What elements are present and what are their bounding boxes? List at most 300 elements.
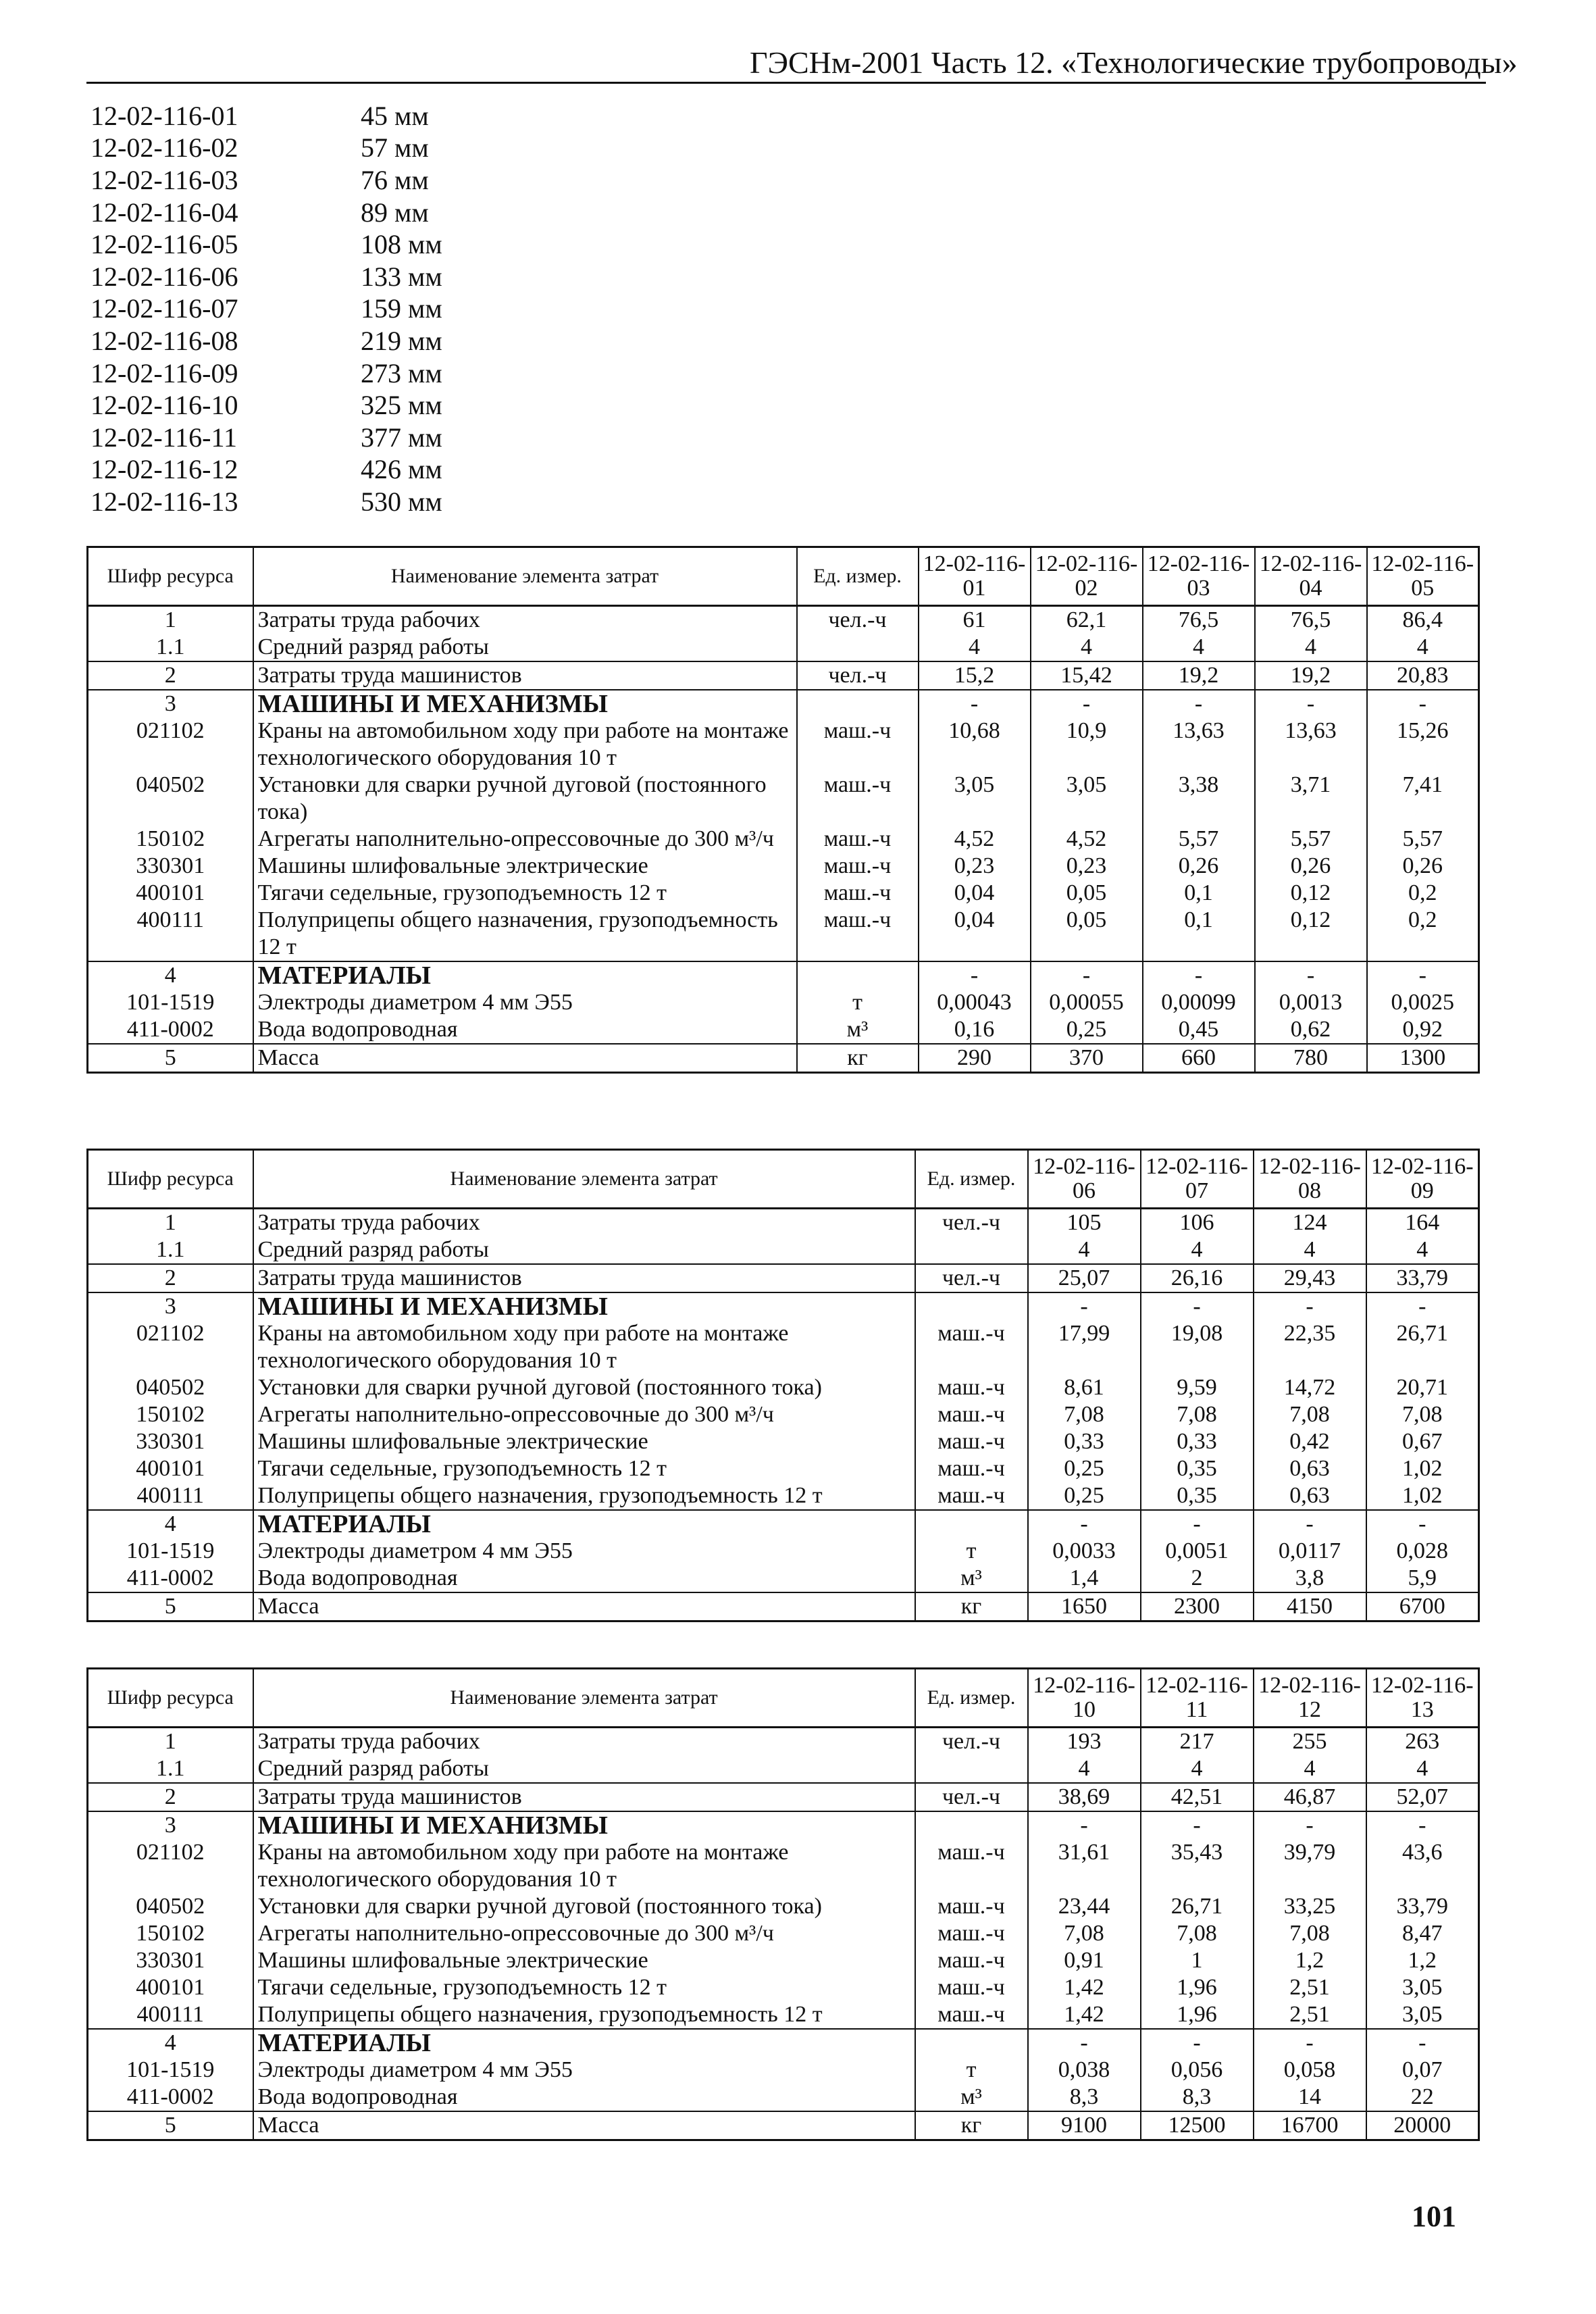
unit-of-measure — [915, 1236, 1028, 1264]
value-cell: 76,5 — [1143, 606, 1255, 634]
unit-of-measure: чел.-ч — [915, 1209, 1028, 1237]
value-cell: 4 — [1141, 1236, 1254, 1264]
norm-code: 12-02-116-13 — [91, 486, 238, 517]
value-cell: 86,4 — [1367, 606, 1479, 634]
resource-code: 411-0002 — [88, 1016, 253, 1044]
value-cell: 61 — [919, 606, 1031, 634]
resource-code: 3 — [88, 1292, 253, 1320]
value-cell: 0,23 — [1031, 853, 1143, 880]
code-list-item — [91, 422, 563, 454]
value-cell: 13,63 — [1143, 718, 1255, 772]
value-cell: 15,2 — [919, 661, 1031, 690]
table-row — [88, 2111, 1479, 2140]
value-cell: 19,2 — [1143, 661, 1255, 690]
code-list-item — [91, 164, 563, 197]
header-norm-code: 12-02-116-11 — [1141, 1669, 1254, 1728]
norm-code: 12-02-116-04 — [91, 197, 238, 228]
value-cell: 15,42 — [1031, 661, 1143, 690]
value-cell: 8,61 — [1028, 1374, 1141, 1401]
header-norm-code: 12-02-116-10 — [1028, 1669, 1141, 1728]
value-cell: 2 — [1141, 1565, 1254, 1592]
norm-code-list — [91, 100, 563, 518]
value-cell: - — [1367, 961, 1479, 989]
resource-code: 150102 — [88, 1920, 253, 1947]
unit-of-measure — [915, 1292, 1028, 1320]
table-row — [88, 1209, 1479, 1237]
unit-of-measure: м³ — [797, 1016, 919, 1044]
element-name: Вода водопроводная — [253, 2084, 915, 2111]
header-resource-code: Шифр ресурса — [88, 1669, 253, 1728]
unit-of-measure: маш.-ч — [797, 772, 919, 826]
value-cell: 4 — [1141, 1755, 1254, 1783]
value-cell: 8,47 — [1366, 1920, 1479, 1947]
unit-of-measure: маш.-ч — [915, 1401, 1028, 1428]
table-row — [88, 1920, 1479, 1947]
pipe-diameter: 45 мм — [361, 100, 429, 131]
value-cell: 20000 — [1366, 2111, 1479, 2140]
value-cell: 0,05 — [1031, 907, 1143, 961]
value-cell: 3,38 — [1143, 772, 1255, 826]
header-norm-code: 12-02-116-06 — [1028, 1150, 1141, 1209]
table-row — [88, 1374, 1479, 1401]
value-cell: - — [919, 961, 1031, 989]
value-cell: 0,04 — [919, 907, 1031, 961]
value-cell: 0,91 — [1028, 1947, 1141, 1974]
element-name: Затраты труда рабочих — [253, 606, 797, 634]
code-list-item — [91, 228, 563, 261]
unit-of-measure — [797, 634, 919, 661]
norm-code: 12-02-116-03 — [91, 164, 238, 195]
norm-code: 12-02-116-01 — [91, 100, 238, 131]
value-cell: 0,35 — [1141, 1455, 1254, 1482]
value-cell: 0,1 — [1143, 880, 1255, 907]
header-norm-code: 12-02-116-07 — [1141, 1150, 1254, 1209]
table-row — [88, 1839, 1479, 1893]
value-cell: 0,0033 — [1028, 1538, 1141, 1565]
unit-of-measure: маш.-ч — [915, 1893, 1028, 1920]
norm-code: 12-02-116-05 — [91, 229, 238, 260]
value-cell: 19,08 — [1141, 1320, 1254, 1374]
table-header-row — [88, 1669, 1479, 1728]
resource-code: 021102 — [88, 1839, 253, 1893]
resource-code: 400111 — [88, 1482, 253, 1510]
value-cell: 22 — [1366, 2084, 1479, 2111]
unit-of-measure: маш.-ч — [797, 907, 919, 961]
element-name: Затраты труда машинистов — [253, 1264, 915, 1292]
value-cell: 7,08 — [1141, 1920, 1254, 1947]
code-list-item — [91, 197, 563, 229]
code-list-item — [91, 132, 563, 165]
value-cell: - — [1255, 961, 1367, 989]
resource-code: 1.1 — [88, 634, 253, 661]
unit-of-measure: маш.-ч — [915, 1428, 1028, 1455]
table-row — [88, 718, 1479, 772]
unit-of-measure: маш.-ч — [797, 826, 919, 853]
page-header-title: ГЭСНм-2001 Часть 12. «Технологические трубопроводы» — [750, 45, 1518, 80]
table-header-row — [88, 1150, 1479, 1209]
table-row — [88, 1728, 1479, 1756]
element-name: МАШИНЫ И МЕХАНИЗМЫ — [253, 1811, 915, 1839]
resource-code: 1 — [88, 1728, 253, 1756]
value-cell: 38,69 — [1028, 1783, 1141, 1811]
header-resource-code: Шифр ресурса — [88, 1150, 253, 1209]
unit-of-measure: чел.-ч — [915, 1728, 1028, 1756]
value-cell: - — [1366, 1292, 1479, 1320]
value-cell: - — [1141, 1510, 1254, 1538]
unit-of-measure: маш.-ч — [915, 1374, 1028, 1401]
header-unit: Ед. измер. — [915, 1150, 1028, 1209]
value-cell: 0,04 — [919, 880, 1031, 907]
value-cell: 0,26 — [1143, 853, 1255, 880]
code-list-item — [91, 389, 563, 422]
table-row — [88, 1044, 1479, 1073]
element-name: Тягачи седельные, грузоподъемность 12 т — [253, 1455, 915, 1482]
unit-of-measure: маш.-ч — [797, 853, 919, 880]
table-row — [88, 989, 1479, 1016]
value-cell: 5,57 — [1255, 826, 1367, 853]
norm-code: 12-02-116-10 — [91, 390, 238, 421]
value-cell: 0,25 — [1028, 1455, 1141, 1482]
code-list-item — [91, 261, 563, 293]
value-cell: - — [1367, 690, 1479, 718]
value-cell: 0,23 — [919, 853, 1031, 880]
resource-code: 101-1519 — [88, 989, 253, 1016]
value-cell: 4,52 — [1031, 826, 1143, 853]
resource-code: 3 — [88, 690, 253, 718]
table-row — [88, 1482, 1479, 1510]
unit-of-measure: т — [915, 1538, 1028, 1565]
value-cell: - — [1141, 2029, 1254, 2057]
value-cell: 1,96 — [1141, 1974, 1254, 2001]
value-cell: 9100 — [1028, 2111, 1141, 2140]
value-cell: 0,92 — [1367, 1016, 1479, 1044]
value-cell: 4 — [1254, 1755, 1366, 1783]
unit-of-measure: маш.-ч — [915, 1839, 1028, 1893]
element-name: Полуприцепы общего назначения, грузоподъемность 12 т — [253, 907, 797, 961]
value-cell: 76,5 — [1255, 606, 1367, 634]
table-row — [88, 826, 1479, 853]
value-cell: 12500 — [1141, 2111, 1254, 2140]
value-cell: 0,2 — [1367, 907, 1479, 961]
value-cell: 0,26 — [1367, 853, 1479, 880]
resource-table-2 — [86, 1149, 1480, 1622]
table-row — [88, 961, 1479, 989]
resource-table-3 — [86, 1667, 1480, 2141]
element-name: Масса — [253, 2111, 915, 2140]
element-name: Средний разряд работы — [253, 634, 797, 661]
element-name: Машины шлифовальные электрические — [253, 1947, 915, 1974]
value-cell: 14 — [1254, 2084, 1366, 2111]
value-cell: 20,83 — [1367, 661, 1479, 690]
value-cell: 0,0117 — [1254, 1538, 1366, 1565]
header-norm-code: 12-02-116-02 — [1031, 547, 1143, 606]
pipe-diameter: 133 мм — [361, 261, 442, 292]
element-name: Масса — [253, 1592, 915, 1621]
value-cell: 2,51 — [1254, 1974, 1366, 2001]
element-name: Тягачи седельные, грузоподъемность 12 т — [253, 880, 797, 907]
value-cell: 16700 — [1254, 2111, 1366, 2140]
table-row — [88, 690, 1479, 718]
value-cell: 26,71 — [1366, 1320, 1479, 1374]
value-cell: 8,3 — [1028, 2084, 1141, 2111]
resource-code: 040502 — [88, 1374, 253, 1401]
value-cell: - — [1366, 1510, 1479, 1538]
value-cell: 19,2 — [1255, 661, 1367, 690]
value-cell: - — [1031, 690, 1143, 718]
value-cell: 33,79 — [1366, 1264, 1479, 1292]
element-name: МАШИНЫ И МЕХАНИЗМЫ — [253, 1292, 915, 1320]
pipe-diameter: 108 мм — [361, 229, 442, 260]
value-cell: 4 — [919, 634, 1031, 661]
value-cell: 106 — [1141, 1209, 1254, 1237]
code-list-item — [91, 325, 563, 357]
element-name: МАТЕРИАЛЫ — [253, 961, 797, 989]
table-row — [88, 1236, 1479, 1264]
table-row — [88, 1811, 1479, 1839]
value-cell: 0,0051 — [1141, 1538, 1254, 1565]
value-cell: 23,44 — [1028, 1893, 1141, 1920]
resource-code: 330301 — [88, 1947, 253, 1974]
pipe-diameter: 159 мм — [361, 293, 442, 324]
table-row — [88, 1893, 1479, 1920]
element-name: МАТЕРИАЛЫ — [253, 1510, 915, 1538]
value-cell: 7,08 — [1141, 1401, 1254, 1428]
value-cell: - — [1028, 2029, 1141, 2057]
header-rule — [86, 82, 1486, 84]
value-cell: 7,08 — [1028, 1920, 1141, 1947]
pipe-diameter: 426 мм — [361, 454, 442, 485]
element-name: Машины шлифовальные электрические — [253, 1428, 915, 1455]
value-cell: 0,00099 — [1143, 989, 1255, 1016]
value-cell: 7,08 — [1028, 1401, 1141, 1428]
unit-of-measure: маш.-ч — [915, 1947, 1028, 1974]
value-cell: 0,63 — [1254, 1455, 1366, 1482]
value-cell: - — [1255, 690, 1367, 718]
header-norm-code: 12-02-116-01 — [919, 547, 1031, 606]
pipe-diameter: 219 мм — [361, 325, 442, 356]
element-name: Установки для сварки ручной дуговой (постоянного тока) — [253, 772, 797, 826]
value-cell: - — [1143, 961, 1255, 989]
unit-of-measure: чел.-ч — [797, 661, 919, 690]
value-cell: 10,68 — [919, 718, 1031, 772]
value-cell: 31,61 — [1028, 1839, 1141, 1893]
resource-code: 400101 — [88, 1974, 253, 2001]
value-cell: - — [1254, 2029, 1366, 2057]
pipe-diameter: 273 мм — [361, 357, 442, 388]
resource-code: 2 — [88, 661, 253, 690]
resource-code: 5 — [88, 1592, 253, 1621]
value-cell: 0,05 — [1031, 880, 1143, 907]
header-norm-code: 12-02-116-05 — [1367, 547, 1479, 606]
value-cell: 1,2 — [1366, 1947, 1479, 1974]
code-list-item — [91, 454, 563, 486]
value-cell: 1,96 — [1141, 2001, 1254, 2029]
value-cell: - — [1031, 961, 1143, 989]
resource-code: 400101 — [88, 880, 253, 907]
unit-of-measure — [915, 1510, 1028, 1538]
value-cell: 0,12 — [1255, 880, 1367, 907]
table-header-row — [88, 547, 1479, 606]
value-cell: 0,25 — [1031, 1016, 1143, 1044]
unit-of-measure: маш.-ч — [915, 1974, 1028, 2001]
resource-code: 400111 — [88, 907, 253, 961]
value-cell: 15,26 — [1367, 718, 1479, 772]
header-resource-code: Шифр ресурса — [88, 547, 253, 606]
value-cell: 164 — [1366, 1209, 1479, 1237]
table-row — [88, 661, 1479, 690]
value-cell: 3,05 — [1366, 2001, 1479, 2029]
unit-of-measure: маш.-ч — [915, 1920, 1028, 1947]
value-cell: 52,07 — [1366, 1783, 1479, 1811]
value-cell: 0,00043 — [919, 989, 1031, 1016]
resource-table-1 — [86, 546, 1480, 1074]
resource-code: 021102 — [88, 1320, 253, 1374]
value-cell: 0,12 — [1255, 907, 1367, 961]
value-cell: - — [1028, 1811, 1141, 1839]
resource-code: 150102 — [88, 1401, 253, 1428]
value-cell: 7,41 — [1367, 772, 1479, 826]
value-cell: 4 — [1366, 1755, 1479, 1783]
table-row — [88, 1755, 1479, 1783]
value-cell: - — [1141, 1292, 1254, 1320]
unit-of-measure: маш.-ч — [915, 2001, 1028, 2029]
value-cell: 5,57 — [1367, 826, 1479, 853]
table-row — [88, 1783, 1479, 1811]
norm-code: 12-02-116-02 — [91, 132, 238, 164]
element-name: Установки для сварки ручной дуговой (постоянного тока) — [253, 1893, 915, 1920]
value-cell: 0,45 — [1143, 1016, 1255, 1044]
element-name: Агрегаты наполнительно-опрессовочные до 300 м³/ч — [253, 1920, 915, 1947]
value-cell: 0,62 — [1255, 1016, 1367, 1044]
value-cell: 4 — [1255, 634, 1367, 661]
resource-code: 4 — [88, 1510, 253, 1538]
value-cell: 7,08 — [1254, 1920, 1366, 1947]
value-cell: 0,00055 — [1031, 989, 1143, 1016]
table-row — [88, 1974, 1479, 2001]
value-cell: 26,71 — [1141, 1893, 1254, 1920]
value-cell: - — [1028, 1510, 1141, 1538]
value-cell: 4150 — [1254, 1592, 1366, 1621]
unit-of-measure — [915, 2029, 1028, 2057]
value-cell: 3,05 — [919, 772, 1031, 826]
value-cell: 7,08 — [1254, 1401, 1366, 1428]
element-name: Вода водопроводная — [253, 1016, 797, 1044]
element-name: МАШИНЫ И МЕХАНИЗМЫ — [253, 690, 797, 718]
norm-code: 12-02-116-11 — [91, 422, 237, 453]
code-list-item — [91, 293, 563, 326]
element-name: Масса — [253, 1044, 797, 1073]
table-row — [88, 1455, 1479, 1482]
value-cell: - — [919, 690, 1031, 718]
header-unit: Ед. измер. — [915, 1669, 1028, 1728]
value-cell: 42,51 — [1141, 1783, 1254, 1811]
unit-of-measure — [915, 1811, 1028, 1839]
element-name: Электроды диаметром 4 мм Э55 — [253, 2057, 915, 2084]
table-row — [88, 1292, 1479, 1320]
value-cell: 1,02 — [1366, 1455, 1479, 1482]
resource-code: 2 — [88, 1264, 253, 1292]
value-cell: 0,25 — [1028, 1482, 1141, 1510]
resource-code: 1 — [88, 1209, 253, 1237]
value-cell: 4,52 — [919, 826, 1031, 853]
value-cell: 0,038 — [1028, 2057, 1141, 2084]
value-cell: 14,72 — [1254, 1374, 1366, 1401]
page-number: 101 — [1412, 2200, 1456, 2233]
value-cell: 1,42 — [1028, 2001, 1141, 2029]
value-cell: 1,4 — [1028, 1565, 1141, 1592]
value-cell: 0,0025 — [1367, 989, 1479, 1016]
resource-code: 1.1 — [88, 1755, 253, 1783]
value-cell: 7,08 — [1366, 1401, 1479, 1428]
header-unit: Ед. измер. — [797, 547, 919, 606]
pipe-diameter: 530 мм — [361, 486, 442, 517]
resource-code: 4 — [88, 961, 253, 989]
value-cell: 0,67 — [1366, 1428, 1479, 1455]
unit-of-measure — [797, 961, 919, 989]
header-element-name: Наименование элемента затрат — [253, 1669, 915, 1728]
header-norm-code: 12-02-116-04 — [1255, 547, 1367, 606]
value-cell: 255 — [1254, 1728, 1366, 1756]
element-name: Тягачи седельные, грузоподъемность 12 т — [253, 1974, 915, 2001]
value-cell: 26,16 — [1141, 1264, 1254, 1292]
table-row — [88, 1264, 1479, 1292]
table-row — [88, 1510, 1479, 1538]
value-cell: 0,07 — [1366, 2057, 1479, 2084]
resource-code: 400101 — [88, 1455, 253, 1482]
value-cell: 3,71 — [1255, 772, 1367, 826]
resource-code: 330301 — [88, 1428, 253, 1455]
unit-of-measure: кг — [797, 1044, 919, 1073]
resource-code: 1 — [88, 606, 253, 634]
element-name: Краны на автомобильном ходу при работе на монтаже технологического оборудования 10 т — [253, 1320, 915, 1374]
table-row — [88, 2084, 1479, 2111]
value-cell: 2,51 — [1254, 2001, 1366, 2029]
value-cell: 780 — [1255, 1044, 1367, 1073]
resource-code: 040502 — [88, 772, 253, 826]
table-row — [88, 1538, 1479, 1565]
value-cell: 1,42 — [1028, 1974, 1141, 2001]
code-list-item — [91, 100, 563, 132]
resource-code: 5 — [88, 1044, 253, 1073]
table-row — [88, 1320, 1479, 1374]
norm-code: 12-02-116-06 — [91, 261, 238, 292]
value-cell: 17,99 — [1028, 1320, 1141, 1374]
value-cell: 43,6 — [1366, 1839, 1479, 1893]
norm-code: 12-02-116-08 — [91, 325, 238, 356]
value-cell: 0,42 — [1254, 1428, 1366, 1455]
value-cell: 193 — [1028, 1728, 1141, 1756]
resource-code: 150102 — [88, 826, 253, 853]
table-row — [88, 1592, 1479, 1621]
element-name: Полуприцепы общего назначения, грузоподъемность 12 т — [253, 1482, 915, 1510]
table-row — [88, 2057, 1479, 2084]
element-name: Средний разряд работы — [253, 1236, 915, 1264]
element-name: Средний разряд работы — [253, 1755, 915, 1783]
resource-code: 1.1 — [88, 1236, 253, 1264]
resource-code: 5 — [88, 2111, 253, 2140]
unit-of-measure: т — [915, 2057, 1028, 2084]
value-cell: 46,87 — [1254, 1783, 1366, 1811]
table-row — [88, 634, 1479, 661]
unit-of-measure: маш.-ч — [915, 1455, 1028, 1482]
value-cell: - — [1366, 2029, 1479, 2057]
table-row — [88, 907, 1479, 961]
resource-code: 330301 — [88, 853, 253, 880]
value-cell: - — [1254, 1292, 1366, 1320]
header-norm-code: 12-02-116-03 — [1143, 547, 1255, 606]
value-cell: 370 — [1031, 1044, 1143, 1073]
value-cell: 8,3 — [1141, 2084, 1254, 2111]
